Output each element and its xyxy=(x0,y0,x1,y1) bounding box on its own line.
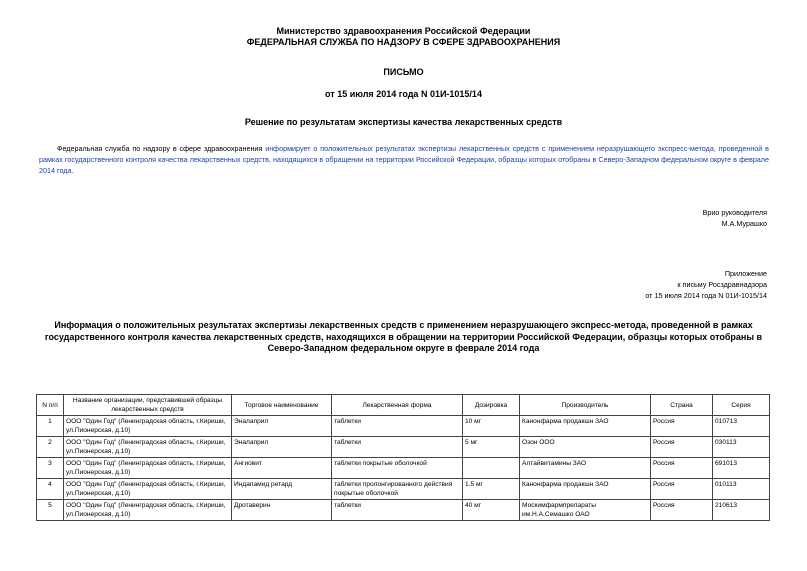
cell-organization: ООО "Один Год" (Ленинградская область, г.Кириши, ул.Пионерская, д.10) xyxy=(64,458,232,479)
cell-dosage xyxy=(463,458,520,479)
cell-country: Россия xyxy=(651,500,713,521)
cell-country: Россия xyxy=(651,479,713,500)
cell-trade-name: Индапамид ретард xyxy=(232,479,332,500)
letter-body xyxy=(39,143,769,176)
cell-dosage: 40 мг xyxy=(463,500,520,521)
cell-number: 1 xyxy=(37,416,64,437)
cell-batch: 030113 xyxy=(713,437,770,458)
header-manufacturer: Производитель xyxy=(520,395,651,416)
cell-dosage-form: таблетки xyxy=(332,437,463,458)
document-subject: Решение по результатам экспертизы качества лекарственных средств xyxy=(244,117,563,127)
cell-manufacturer: Алтайвитамины ЗАО xyxy=(520,458,651,479)
header-country: Страна xyxy=(651,395,713,416)
cell-number: 4 xyxy=(37,479,64,500)
cell-organization: ООО "Один Год" (Ленинградская область, г.Кириши, ул.Пионерская, д.10) xyxy=(64,479,232,500)
body-lead: Федеральная служба по надзору в сфере здравоохранения xyxy=(57,144,263,153)
information-title: Информация о положительных результатах экспертизы лекарственных средств с применением неразрушающего экспресс-метода, проведенной в рамках государственного контроля качества лекарственных средств, находящихся в обращении на территории Российской Федерации, образцы которых отобраны в Северо-Западном федеральном округе в феврале 2014 года xyxy=(44,320,763,353)
ministry-name: Министерство здравоохранения Российской Федерации xyxy=(276,26,531,36)
cell-country: Россия xyxy=(651,437,713,458)
service-name: ФЕДЕРАЛЬНАЯ СЛУЖБА ПО НАДЗОРУ В СФЕРЕ ЗДРАВООХРАНЕНИЯ xyxy=(246,37,561,47)
table-row xyxy=(37,479,770,500)
cell-dosage: 10 мг xyxy=(463,416,520,437)
cell-number: 5 xyxy=(37,500,64,521)
cell-organization: ООО "Один Год" (Ленинградская область, г.Кириши, ул.Пионерская, д.10) xyxy=(64,416,232,437)
cell-trade-name: Дротаверин xyxy=(232,500,332,521)
cell-trade-name: Ангиовит xyxy=(232,458,332,479)
document-date: от 15 июля 2014 года N 01И-1015/14 xyxy=(325,89,482,99)
header-organization: Название организации, представившей образцы лекарственных средств xyxy=(64,395,232,416)
cell-dosage: 1.5 мг xyxy=(463,479,520,500)
cell-country: Россия xyxy=(651,416,713,437)
cell-organization: ООО "Один Год" (Ленинградская область, г.Кириши, ул.Пионерская, д.10) xyxy=(64,437,232,458)
signatory-position: Врио руководителя xyxy=(702,208,767,217)
appendix-date: от 15 июля 2014 года N 01И-1015/14 xyxy=(645,291,767,300)
body-highlight: информирует о положительных результатах экспертизы лекарственных средств с применением неразрушающего экспресс-метода, проведенной в рамках государственного контроля качества лекарственных средств, находящихся в обращении на территории Российской Федерации, образцы которых отобраны в Северо-Западном федеральном округе в феврале 2014 года. xyxy=(39,144,769,175)
document-type: ПИСЬМО xyxy=(383,67,424,77)
header-number: N п/п xyxy=(37,395,64,416)
cell-organization: ООО "Один Год" (Ленинградская область, г.Кириши, ул.Пионерская, д.10) xyxy=(64,500,232,521)
cell-dosage-form: таблетки пролонгированного действия покрытые оболочкой xyxy=(332,479,463,500)
cell-trade-name: Эналаприл xyxy=(232,416,332,437)
cell-batch: 010113 xyxy=(713,479,770,500)
table-row xyxy=(37,416,770,437)
cell-number: 3 xyxy=(37,458,64,479)
cell-number: 2 xyxy=(37,437,64,458)
cell-manufacturer: Канонфарма продакшн ЗАО xyxy=(520,416,651,437)
cell-manufacturer: Канонфарма продакшн ЗАО xyxy=(520,479,651,500)
cell-batch: 210613 xyxy=(713,500,770,521)
header-dosage-form: Лекарственная форма xyxy=(332,395,463,416)
cell-manufacturer: Озон ООО xyxy=(520,437,651,458)
header-trade-name: Торговое наименование xyxy=(232,395,332,416)
cell-dosage-form: таблетки xyxy=(332,500,463,521)
cell-batch: 691013 xyxy=(713,458,770,479)
table-row xyxy=(37,458,770,479)
cell-dosage-form: таблетки покрытые оболочкой xyxy=(332,458,463,479)
appendix-reference: к письму Росздравнадзора xyxy=(677,280,767,289)
table-row xyxy=(37,500,770,521)
cell-country: Россия xyxy=(651,458,713,479)
cell-dosage-form: таблетки xyxy=(332,416,463,437)
header-batch: Серия xyxy=(713,395,770,416)
table-header-row xyxy=(37,395,770,416)
appendix-label: Приложение xyxy=(724,269,767,278)
header-dosage: Дозировка xyxy=(463,395,520,416)
results-table xyxy=(36,394,770,521)
cell-manufacturer: Москимфармпрепараты им.Н.А.Семашко ОАО xyxy=(520,500,651,521)
cell-trade-name: Эналаприл xyxy=(232,437,332,458)
table-row xyxy=(37,437,770,458)
signatory-name: М.А.Мурашко xyxy=(721,219,767,228)
cell-dosage: 5 мг xyxy=(463,437,520,458)
cell-batch: 010713 xyxy=(713,416,770,437)
